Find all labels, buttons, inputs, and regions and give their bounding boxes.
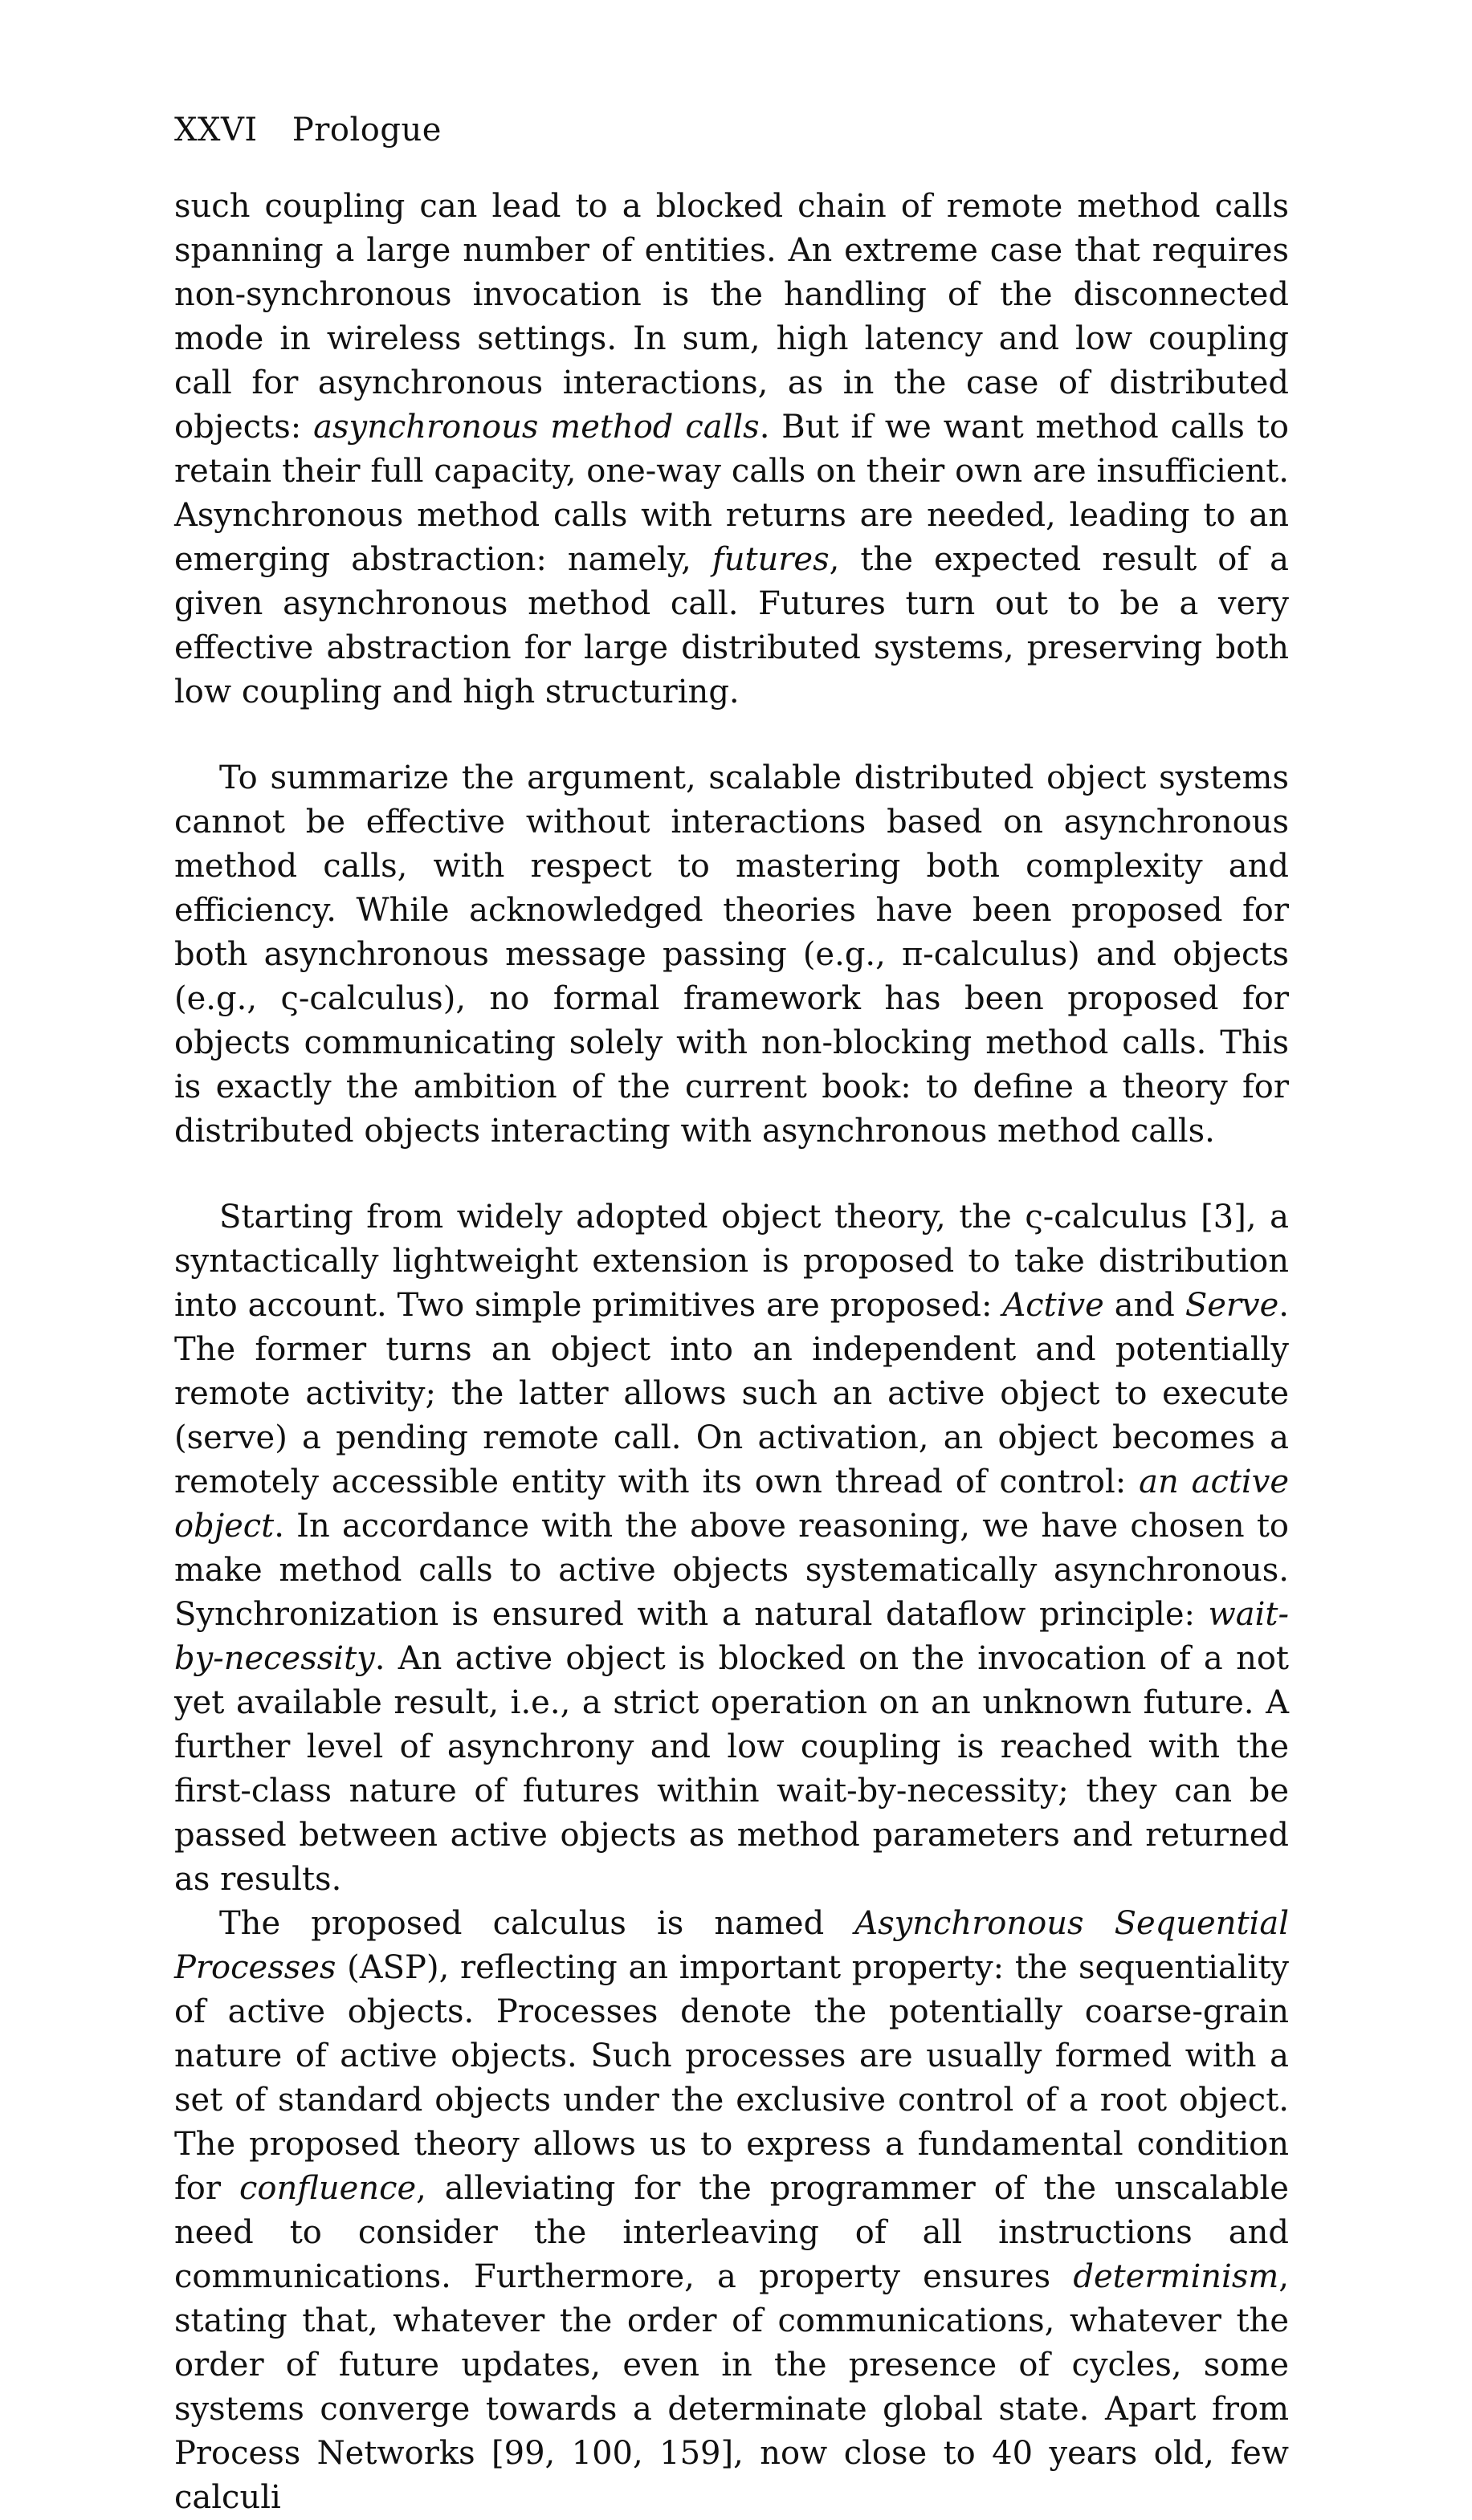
text-run: , alleviating for the programmer of the unscalable need to consider the interleaving of all instructions and communications. Furthermore, a property ensures (174, 2170, 1289, 2295)
emphasized-term: an active object (174, 1464, 1289, 1545)
emphasized-term: futures (712, 541, 830, 578)
text-run: . But if we want method calls to retain their full capacity, one-way calls on their own are insufficient. Asynchronous method calls with returns are needed, leading to an emerging abstraction: namely, (174, 409, 1290, 578)
emphasized-term: Asynchronous Sequential Processes (174, 1905, 1289, 1986)
text-run: . In accordance with the above reasoning, we have chosen to make method calls to active objects systematically asynchronous. Synchronization is ensured with a natural dataflow principle: (174, 1508, 1289, 1633)
paragraph-continuation (174, 185, 1289, 714)
emphasized-term: determinism (1073, 2258, 1279, 2295)
text-run: . An active object is blocked on the invocation of a not yet available result, i.e., a strict operation on an unknown future. A further level of asynchrony and low coupling is reached with the first-class nature of futures within wait-by-necessity; they can be passed between active objects as method parameters and returned as results. (174, 1640, 1289, 1898)
emphasized-term: Serve (1185, 1287, 1279, 1324)
text-run: . The former turns an object into an independent and potentially remote activity; the latter allows such an active object to execute (serve) a pending remote call. On activation, an object becomes a remotely accessible entity with its own thread of control: (174, 1287, 1289, 1500)
page-number: XXVI (174, 112, 258, 149)
emphasized-term: wait-by-necessity (174, 1596, 1289, 1677)
emphasized-term: confluence (239, 2170, 417, 2207)
text-run: (ASP), reflecting an important property: the sequentiality of active objects. Processes denote the potentially coarse-grain nature of active objects. Such processes are usually formed with a set of standard objects under the exclusive control of a root object. The proposed theory allows us to express a fundamental condition for (174, 1949, 1289, 2207)
text-run: , the expected result of a given asynchronous method call. Futures turn out to be a very effective abstraction for large distributed systems, preserving both low coupling and high structuring. (174, 541, 1290, 710)
running-head (174, 111, 1289, 149)
section-title: Prologue (292, 112, 442, 149)
paragraph-summary (174, 756, 1289, 1154)
text-run: , stating that, whatever the order of communications, whatever the order of future updates, even in the presence of cycles, some systems converge towards a determinate global state. Apart from Process Networks [99, 100, 159], now close to 40 years old, few calculi (174, 2258, 1289, 2516)
text-run: Starting from widely adopted object theory, the ς-calculus [3], a syntactically lightweight extension is proposed to take distribution into account. Two simple primitives are proposed: (174, 1199, 1289, 1324)
emphasized-term: asynchronous method calls (313, 409, 760, 446)
text-run: The proposed calculus is named (219, 1905, 855, 1942)
text-run: and (1103, 1287, 1185, 1324)
text-run: To summarize the argument, scalable distributed object systems cannot be effective without interactions based on asynchronous method calls, with respect to mastering both complexity and efficiency. While acknowledged theories have been proposed for both asynchronous message passing (e.g., π-calculus) and objects (e.g., ς-calculus), no formal framework has been proposed for objects communicating solely with non-blocking method calls. This is exactly the ambition of the current book: to define a theory for distributed objects interacting with asynchronous method calls. (174, 759, 1289, 1150)
paragraph-asp (174, 1902, 1289, 2520)
text-run: such coupling can lead to a blocked chain of remote method calls spanning a large number of entities. An extreme case that requires non-synchronous invocation is the handling of the disconnected mode in wireless settings. In sum, high latency and low coupling call for asynchronous interactions, as in the case of distributed objects: (174, 188, 1289, 446)
emphasized-term: Active (1002, 1287, 1104, 1324)
paragraph-calculus-extension (174, 1195, 1289, 1902)
book-page (174, 111, 1289, 2520)
